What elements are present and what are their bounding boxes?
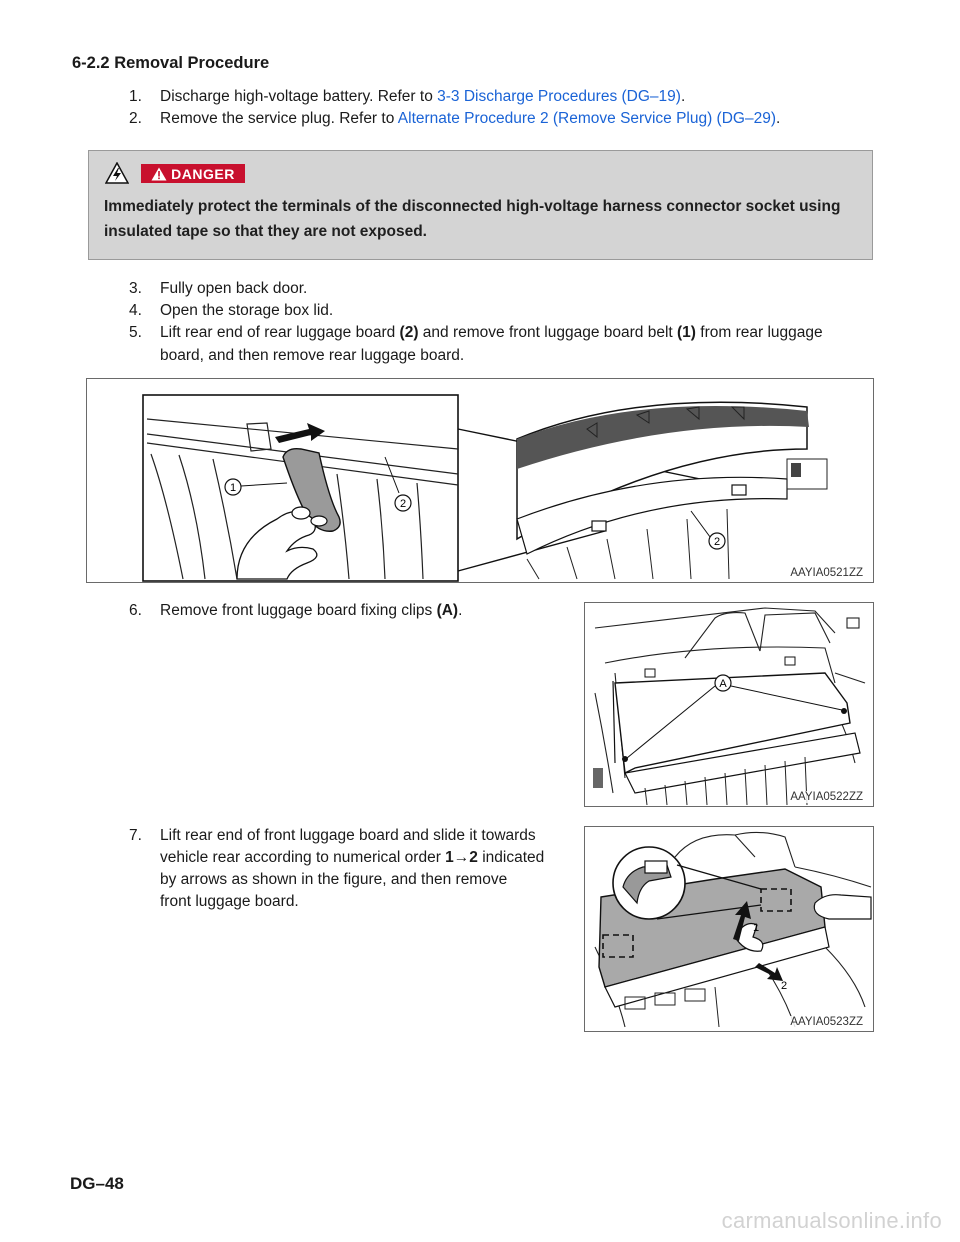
- step-7-line4: front luggage board.: [160, 893, 299, 910]
- step-punct: .: [458, 602, 463, 619]
- step-number: 2.: [129, 110, 142, 127]
- figure-fixing-clips: [584, 602, 874, 807]
- figure-2-illustration: [585, 603, 873, 806]
- page-number: DG–48: [70, 1174, 124, 1193]
- step-text: vehicle rear according to numerical order: [160, 849, 446, 866]
- high-voltage-warning-icon: [105, 162, 129, 189]
- step-punct: .: [776, 110, 781, 127]
- callout-ref: (A): [436, 602, 459, 619]
- step-number: 3.: [129, 280, 142, 297]
- step-7-line2: [160, 847, 544, 869]
- figure-id: AAYIA0523ZZ: [790, 1016, 863, 1028]
- step-text: indicated: [477, 849, 545, 866]
- step-text: from rear luggage: [695, 324, 823, 341]
- danger-badge: [141, 164, 245, 183]
- step-number: 4.: [129, 302, 142, 319]
- figure-id: AAYIA0521ZZ: [790, 567, 863, 579]
- callout-A: A: [719, 678, 727, 690]
- step-text: Remove the service plug. Refer to: [160, 110, 398, 127]
- figure-slide-board: [584, 826, 874, 1032]
- step-punct: .: [680, 88, 686, 105]
- step-text: and remove front luggage board belt: [418, 324, 678, 341]
- watermark: carmanualsonline.info: [721, 1208, 942, 1233]
- arrow-label-2: 2: [781, 980, 788, 992]
- callout-2b: 2: [713, 536, 721, 548]
- step-text: Open the storage box lid.: [160, 302, 334, 319]
- step-number: 1.: [129, 88, 142, 105]
- order-ref: 1→2: [445, 849, 478, 866]
- warning-icon: [151, 167, 167, 181]
- step-text: Lift rear end of front luggage board and slide it towards: [160, 827, 536, 844]
- step-text: Remove front luggage board fixing clips: [160, 602, 437, 619]
- arrow-label-1: 1: [753, 922, 760, 934]
- callout-ref: (2): [399, 324, 419, 341]
- step-number: 5.: [129, 324, 142, 341]
- discharge-procedures-link[interactable]: 3-3 Discharge Procedures (DG–19): [437, 88, 681, 105]
- step-number: 7.: [129, 827, 142, 844]
- remove-service-plug-link[interactable]: Alternate Procedure 2 (Remove Service Plug) (DG–29): [397, 110, 776, 127]
- step-text: Fully open back door.: [160, 280, 308, 297]
- callout-ref: (1): [677, 324, 696, 341]
- danger-text: Immediately protect the terminals of the disconnected high-voltage harness connector socket using insulated tape so that they are not exposed.: [104, 198, 841, 240]
- step-text: Discharge high-voltage battery. Refer to: [160, 88, 438, 105]
- step-5-cont: board, and then remove rear luggage board.: [160, 347, 465, 364]
- section-title: 6-2.2 Removal Procedure: [72, 54, 270, 72]
- figure-3-illustration: [585, 827, 873, 1031]
- danger-label: DANGER: [171, 165, 235, 182]
- figure-id: AAYIA0522ZZ: [790, 791, 863, 803]
- step-7-line3: by arrows as shown in the figure, and then remove: [160, 871, 508, 888]
- callout-1: 1: [229, 482, 237, 494]
- callout-2: 2: [399, 498, 407, 510]
- figure-luggage-board-belt: [86, 378, 874, 583]
- step-text: Lift rear end of rear luggage board: [160, 324, 400, 341]
- step-number: 6.: [129, 602, 142, 619]
- figure-1-illustration: [87, 379, 873, 582]
